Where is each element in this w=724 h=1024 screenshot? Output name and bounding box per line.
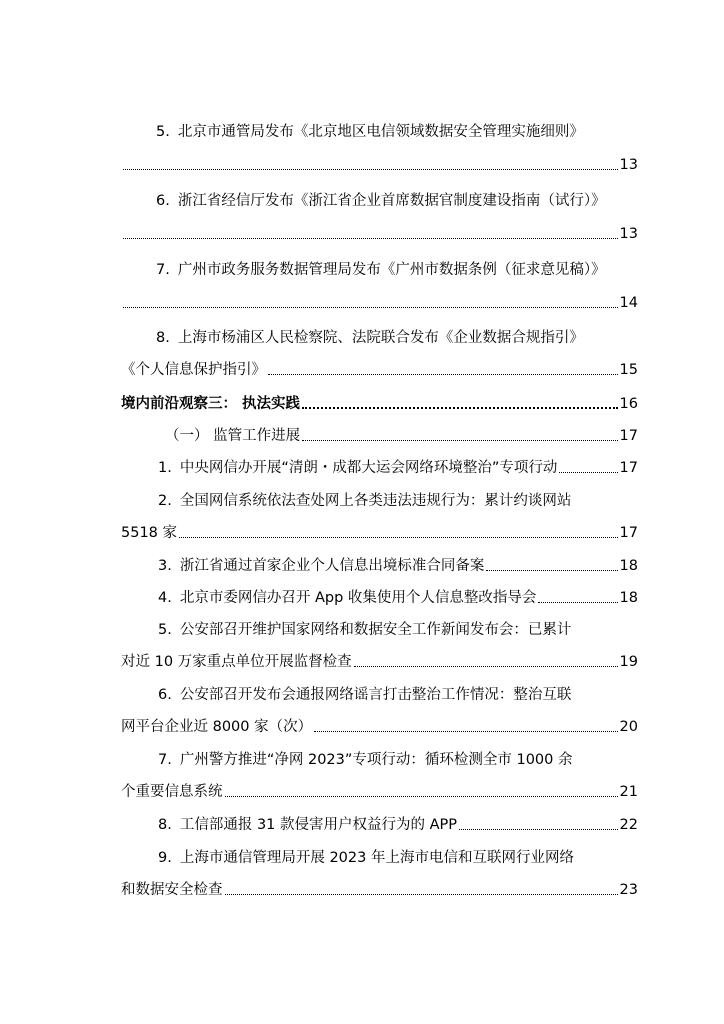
toc-item-prefix: 7. (158, 752, 172, 768)
page-number: 13 (619, 226, 638, 242)
page-number: 14 (619, 295, 638, 311)
toc-item-4[interactable] (158, 578, 638, 608)
dot-leader (123, 169, 618, 170)
toc-entry-prefix: 6. (156, 193, 170, 209)
dot-leader (268, 374, 618, 375)
dot-leader (123, 238, 618, 239)
toc-item-title: 中央网信办开展“清朗・成都大运会网络环境整治”专项行动 (179, 460, 558, 476)
page-number: 17 (619, 428, 638, 444)
toc-item-prefix: 1. (158, 460, 172, 476)
toc-item-8[interactable] (158, 805, 638, 835)
toc-entry-title: 北京市通管局发布《北京地区电信领域数据安全管理实施细则》 (177, 124, 584, 140)
page-number: 23 (619, 882, 638, 898)
dot-leader (559, 472, 617, 473)
dot-leader (179, 537, 618, 538)
toc-entry-5-line1[interactable] (156, 112, 638, 142)
toc-item-title: 工信部通报 31 款侵害用户权益行为的 APP (179, 817, 458, 833)
page-number: 13 (619, 157, 638, 173)
toc-item-5-line1[interactable] (158, 610, 638, 640)
toc-entry-prefix: 7. (156, 262, 170, 278)
page-number: 20 (619, 719, 638, 735)
toc-entry-8-line2[interactable] (121, 350, 638, 380)
page-number: 22 (619, 817, 638, 833)
toc-entry-title: 浙江省经信厅发布《浙江省企业首席数据官制度建设指南（试行）》 (177, 193, 606, 209)
toc-item-6-line1[interactable] (158, 675, 638, 705)
dot-leader (486, 570, 617, 571)
toc-entry-6-line2[interactable] (121, 214, 638, 244)
page-number: 16 (619, 396, 638, 412)
toc-item-5-line2[interactable] (121, 642, 638, 672)
toc-item-title: 全国网信系统依法查处网上各类违法违规行为：累计约谈网站 (179, 493, 572, 509)
toc-item-prefix: 8. (158, 817, 172, 833)
toc-item-2-line1[interactable] (158, 481, 638, 511)
toc-entry-7-line1[interactable] (156, 250, 638, 280)
toc-item-title: 广州警方推进“净网 2023”专项行动：循环检测全市 1000 余 (179, 752, 573, 768)
toc-entry-8-line1[interactable] (156, 318, 638, 348)
toc-entry-6-line1[interactable] (156, 181, 638, 211)
toc-item-prefix: 4. (158, 590, 172, 606)
page-number: 15 (619, 362, 638, 378)
toc-item-7-line2[interactable] (121, 772, 638, 802)
toc-item-6-line2[interactable] (121, 707, 638, 737)
dot-leader (302, 407, 617, 409)
toc-section-heading[interactable] (121, 384, 638, 414)
toc-item-2-line2[interactable] (121, 513, 638, 543)
toc-item-prefix: 3. (158, 558, 172, 574)
toc-item-title-cont: 5518 家 (121, 525, 178, 541)
page-number: 17 (619, 525, 638, 541)
toc-item-prefix: 2. (158, 493, 172, 509)
dot-leader (302, 440, 617, 441)
toc-item-7-line1[interactable] (158, 740, 638, 770)
toc-item-title: 浙江省通过首家企业个人信息出境标准合同备案 (179, 558, 485, 574)
toc-item-title-cont: 和数据安全检查 (121, 882, 223, 898)
toc-entry-title-cont: 《个人信息保护指引》 (121, 362, 266, 378)
toc-item-title: 北京市委网信办召开 App 收集使用个人信息整改指导会 (179, 590, 537, 606)
page-number: 21 (619, 784, 638, 800)
toc-entry-title: 广州市政务服务数据管理局发布《广州市数据条例（征求意见稿）》 (177, 262, 606, 278)
dot-leader (123, 307, 618, 308)
dot-leader (225, 796, 618, 797)
toc-entry-5-line2[interactable] (121, 145, 638, 175)
dot-leader (459, 829, 618, 830)
toc-item-9-line2[interactable] (121, 870, 638, 900)
page-number: 18 (619, 558, 638, 574)
toc-item-title: 上海市通信管理局开展 2023 年上海市电信和互联网行业网络 (179, 850, 574, 866)
toc-item-title: 公安部召开发布会通报网络谣言打击整治工作情况：整治互联 (179, 687, 572, 703)
toc-item-prefix: 6. (158, 687, 172, 703)
toc-item-title-cont: 个重要信息系统 (121, 784, 223, 800)
toc-item-3[interactable] (158, 546, 638, 576)
toc-item-title-cont: 网平台企业近 8000 家（次） (121, 719, 313, 735)
toc-entry-prefix: 5. (156, 124, 170, 140)
page-number: 17 (619, 460, 638, 476)
subsection-title: （一） 监管工作进展 (165, 428, 301, 444)
page-number: 18 (619, 590, 638, 606)
section-title: 境内前沿观察三： 执法实践 (121, 396, 301, 412)
toc-entry-7-line2[interactable] (121, 283, 638, 313)
dot-leader (538, 602, 617, 603)
toc-entry-title: 上海市杨浦区人民检察院、法院联合发布《企业数据合规指引》 (177, 330, 584, 346)
toc-item-title: 公安部召开维护国家网络和数据安全工作新闻发布会：已累计 (179, 622, 572, 638)
page-number: 19 (619, 654, 638, 670)
toc-item-title-cont: 对近 10 万家重点单位开展监督检查 (121, 654, 352, 670)
dot-leader (354, 666, 618, 667)
toc-item-prefix: 5. (158, 622, 172, 638)
toc-entry-prefix: 8. (156, 330, 170, 346)
dot-leader (225, 894, 618, 895)
toc-item-1[interactable] (158, 448, 638, 478)
toc-item-9-line1[interactable] (158, 838, 638, 868)
toc-item-prefix: 9. (158, 850, 172, 866)
dot-leader (314, 731, 617, 732)
toc-subsection[interactable] (165, 416, 638, 446)
